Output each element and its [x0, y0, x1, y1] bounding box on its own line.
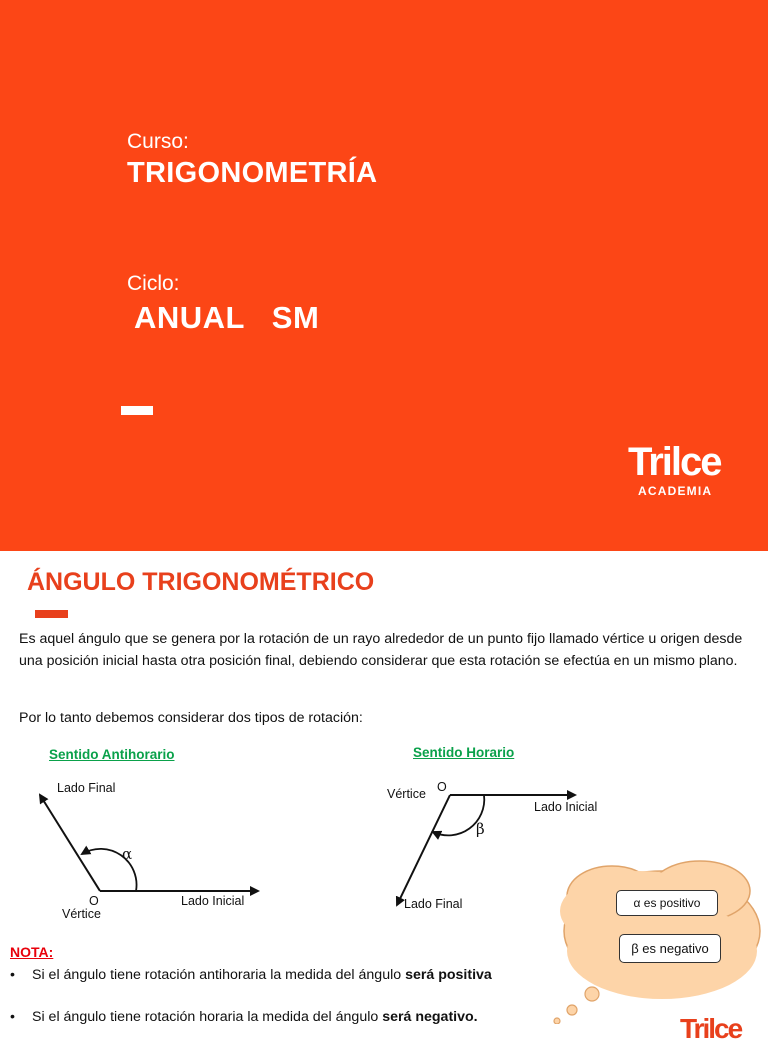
lesson-slide [0, 551, 768, 1044]
left-final-label: Lado Final [57, 781, 116, 795]
bullet-dot: • [10, 1009, 15, 1025]
beta-negative-box: β es negativo [619, 934, 721, 963]
bullet-negative-bold: será negativo. [382, 1009, 478, 1025]
right-final-side [397, 795, 450, 905]
right-initial-label: Lado Inicial [534, 800, 598, 814]
bullet-positive-text: Si el ángulo tiene rotación antihoraria la medida del ángulo [32, 967, 406, 983]
counterclockwise-heading: Sentido Antihorario [49, 747, 175, 762]
definition-paragraph: Es aquel ángulo que se genera por la rotación de un rayo alrededor de un punto fijo llamado vértice u origen desde una posición inicial hasta otra posición final, debiendo considerar que esta rotación se efectúa en un mismo plano. [19, 631, 743, 669]
bullet-negative-text: Si el ángulo tiene rotación horaria la medida del ángulo [32, 1009, 383, 1025]
logo-word: Trilce [628, 440, 721, 484]
left-vertex-label: Vértice [62, 907, 101, 921]
left-final-side [40, 795, 100, 891]
accent-dash [121, 406, 153, 415]
alpha-positive-box: α es positivo [616, 890, 718, 916]
cycle-label: Ciclo: [127, 272, 180, 295]
left-origin-label: O [89, 894, 99, 908]
course-label: Curso: [127, 130, 189, 153]
right-vertex-label: Vértice [387, 787, 426, 801]
counterclockwise-diagram [40, 795, 258, 891]
bullet-positive [10, 967, 492, 983]
bullet-positive-bold: será positiva [405, 967, 492, 983]
beta-symbol: β [476, 820, 485, 838]
alpha-symbol: α [122, 845, 133, 863]
right-origin-label: O [437, 780, 447, 794]
logo-subtitle: ACADEMIA [638, 484, 713, 498]
bullet-negative [10, 1009, 478, 1025]
left-initial-label: Lado Inicial [181, 894, 245, 908]
trilce-logo [628, 440, 721, 498]
lesson-title: ÁNGULO TRIGONOMÉTRICO [27, 568, 375, 596]
course-name: TRIGONOMETRÍA [127, 157, 378, 189]
right-final-label: Lado Final [404, 897, 463, 911]
footer-logo: Trilce [680, 1013, 742, 1044]
rotation-types-intro: Por lo tanto debemos considerar dos tipos de rotación: [19, 710, 363, 726]
clockwise-heading: Sentido Horario [413, 745, 515, 760]
nota-label: NOTA: [10, 944, 54, 960]
bullet-dot: • [10, 967, 15, 983]
cycle-name: ANUAL SM [134, 300, 320, 335]
